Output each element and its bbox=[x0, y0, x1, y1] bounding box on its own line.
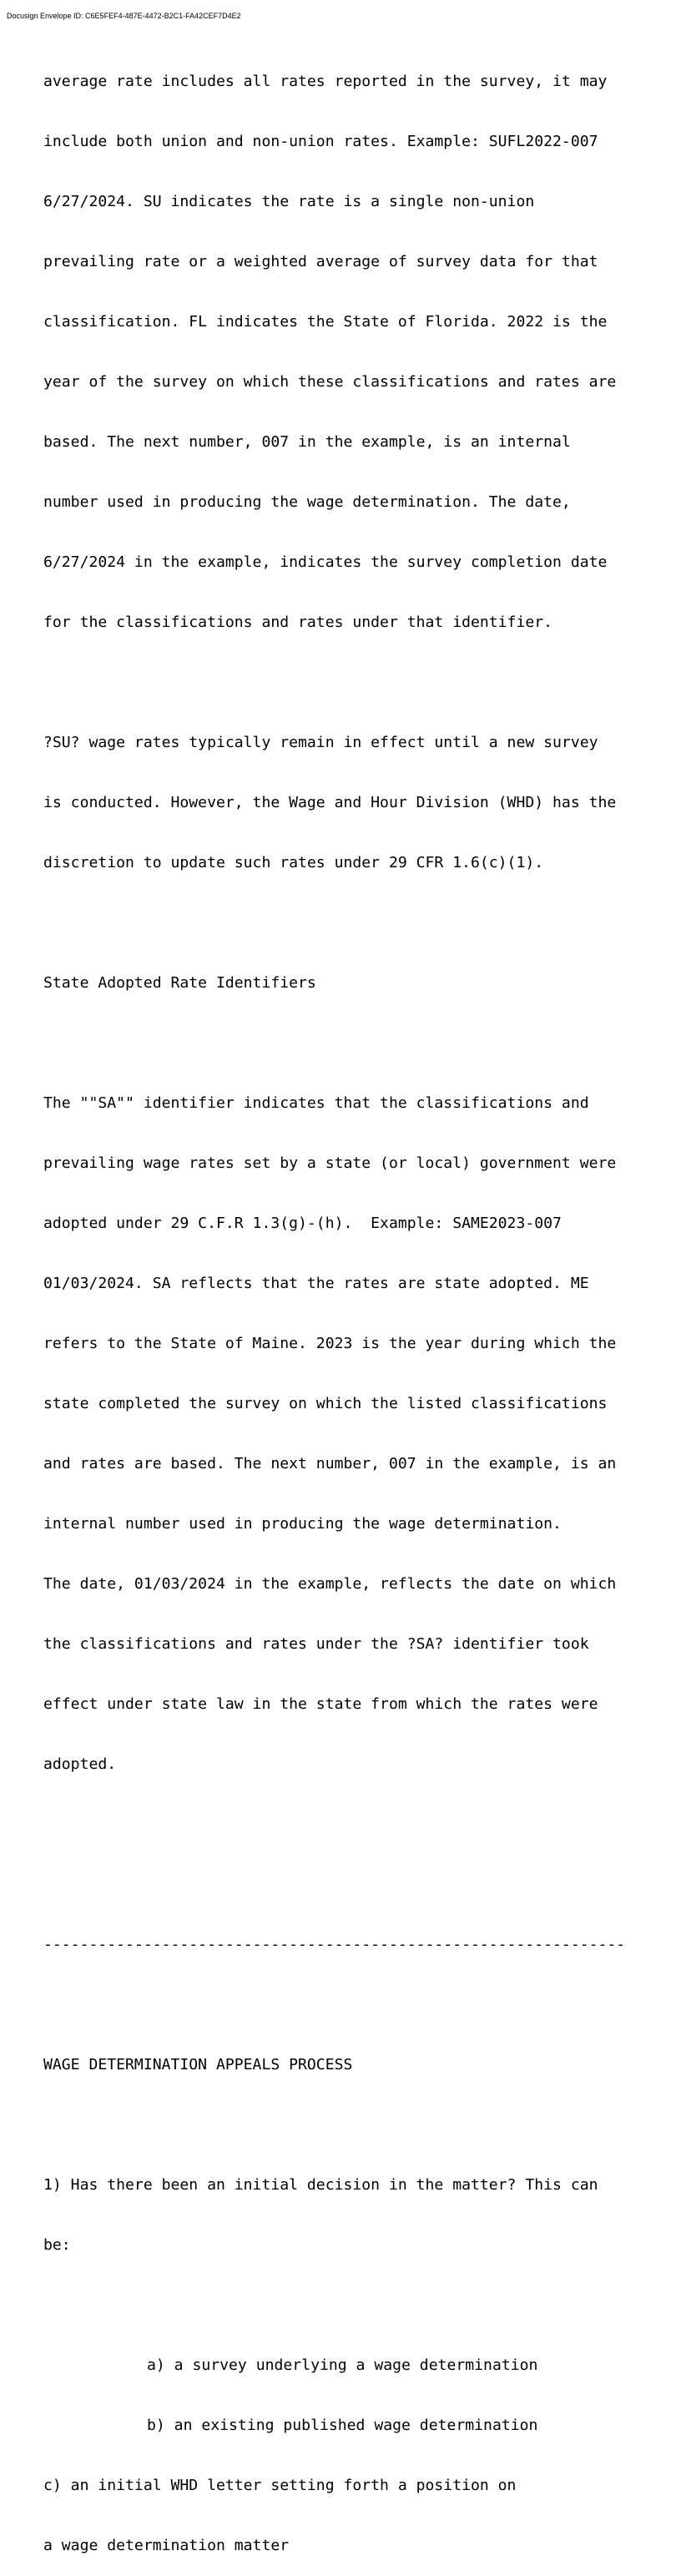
sa-paragraph-line: effect under state law in the state from which the rates were bbox=[43, 1695, 598, 1713]
sa-paragraph-line: the classifications and rates under the ?SA? identifier took bbox=[43, 1635, 589, 1653]
blank-line bbox=[43, 1995, 625, 2015]
su-paragraph-line: include both union and non-union rates. Example: SUFL2022-007 bbox=[43, 133, 598, 150]
appeals-option-b: b) an existing published wage determination bbox=[147, 2417, 538, 2434]
su-paragraph-line: classification. FL indicates the State of Florida. 2022 is the bbox=[43, 313, 608, 331]
su-effect-line: ?SU? wage rates typically remain in effect until a new survey bbox=[43, 734, 598, 751]
su-paragraph-line: number used in producing the wage determination. The date, bbox=[43, 493, 571, 511]
sa-paragraph-line: and rates are based. The next number, 007 in the example, is an bbox=[43, 1455, 617, 1472]
blank-line bbox=[43, 913, 625, 933]
appeals-question-line: 1) Has there been an initial decision in the matter? This can bbox=[43, 2176, 598, 2194]
sa-paragraph-line: adopted. bbox=[43, 1755, 117, 1773]
section-divider: ---------------------------------------------------------------- bbox=[43, 1936, 626, 1953]
blank-line bbox=[43, 1875, 625, 1895]
blank-line bbox=[43, 1815, 625, 1835]
appeals-question-line: be: bbox=[43, 2236, 71, 2254]
blank-line bbox=[43, 673, 625, 693]
su-paragraph-line: 6/27/2024 in the example, indicates the survey completion date bbox=[43, 553, 608, 571]
sa-paragraph-line: The date, 01/03/2024 in the example, reflects the date on which bbox=[43, 1575, 617, 1593]
docusign-envelope-id: Docusign Envelope ID: C6E5FEF4-487E-4472-B2C1-FA42CEF7D4E2 bbox=[7, 12, 241, 20]
su-paragraph-line: 6/27/2024. SU indicates the rate is a single non-union bbox=[43, 193, 535, 210]
appeals-heading: WAGE DETERMINATION APPEALS PROCESS bbox=[43, 2056, 353, 2073]
su-paragraph-line: year of the survey on which these classifications and rates are bbox=[43, 373, 617, 391]
sa-paragraph-line: 01/03/2024. SA reflects that the rates are state adopted. ME bbox=[43, 1275, 589, 1292]
su-paragraph-line: for the classifications and rates under that identifier. bbox=[43, 614, 553, 631]
su-paragraph-line: average rate includes all rates reported in the survey, it may bbox=[43, 73, 608, 90]
sa-paragraph-line: adopted under 29 C.F.R 1.3(g)-(h). Example: SAME2023-007 bbox=[43, 1215, 562, 1232]
blank-line bbox=[43, 2115, 625, 2135]
su-paragraph-line: based. The next number, 007 in the example, is an internal bbox=[43, 433, 571, 451]
appeals-option-c-continued: a wage determination matter bbox=[43, 2537, 290, 2554]
blank-line bbox=[43, 1033, 625, 1053]
sa-paragraph-line: refers to the State of Maine. 2023 is the year during which the bbox=[43, 1335, 617, 1352]
sa-paragraph-line: state completed the survey on which the listed classifications bbox=[43, 1395, 608, 1412]
sa-paragraph-line: internal number used in producing the wage determination. bbox=[43, 1515, 562, 1533]
appeals-option-a: a) a survey underlying a wage determination bbox=[147, 2356, 538, 2374]
sa-paragraph-line: The ""SA"" identifier indicates that the classifications and bbox=[43, 1094, 589, 1112]
appeals-option-c: c) an initial WHD letter setting forth a position on bbox=[43, 2477, 517, 2494]
su-effect-line: discretion to update such rates under 29 CFR 1.6(c)(1). bbox=[43, 854, 544, 871]
sa-heading: State Adopted Rate Identifiers bbox=[43, 974, 316, 992]
sa-paragraph-line: prevailing wage rates set by a state (or local) government were bbox=[43, 1154, 617, 1172]
wage-determination-text bbox=[43, 32, 625, 2576]
blank-line bbox=[43, 2296, 625, 2316]
su-paragraph-line: prevailing rate or a weighted average of survey data for that bbox=[43, 253, 598, 270]
su-effect-line: is conducted. However, the Wage and Hour Division (WHD) has the bbox=[43, 794, 617, 811]
